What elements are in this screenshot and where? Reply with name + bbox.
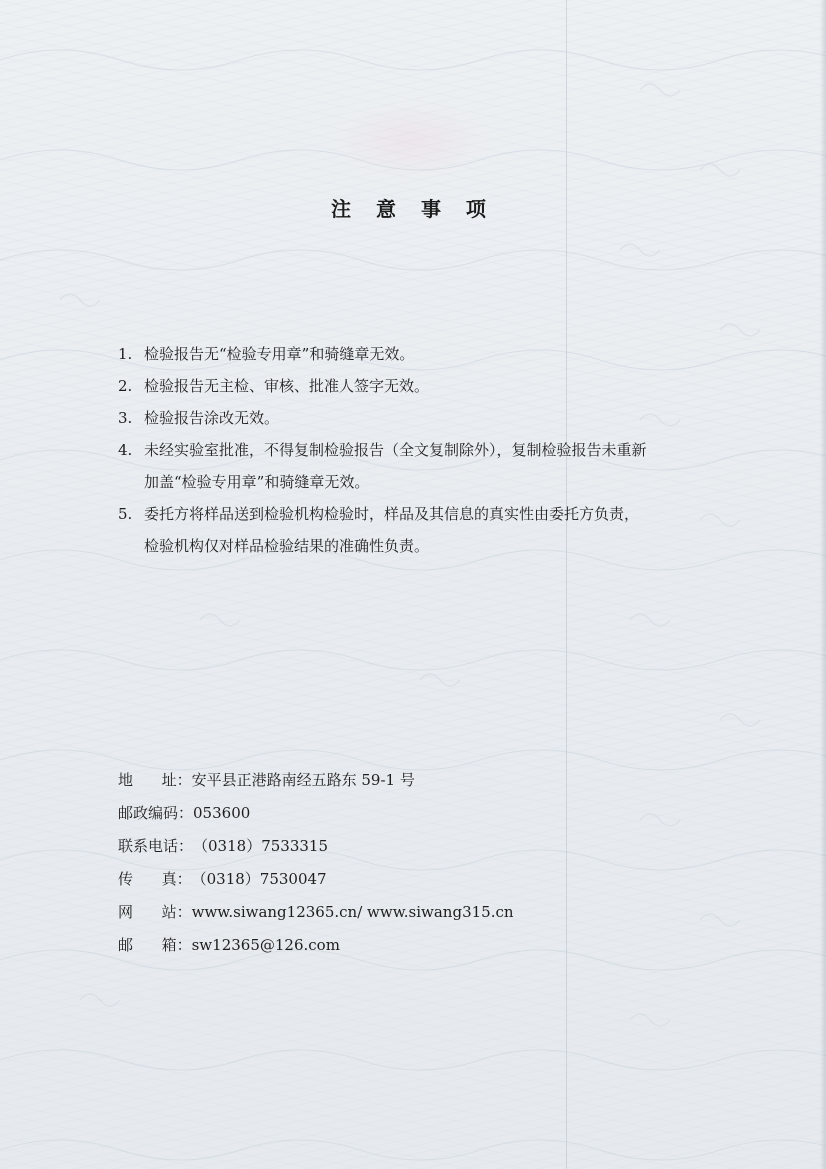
note-item — [118, 338, 718, 370]
note-text: 检验报告无主检、审核、批准人签字无效。 — [144, 377, 430, 395]
note-number: 4. — [118, 441, 133, 459]
contact-postcode — [118, 797, 718, 830]
contact-address — [118, 764, 718, 797]
contact-label: 邮政编码： — [118, 804, 194, 822]
fold-line — [566, 0, 567, 1169]
website-value: www.siwang12365.cn/ www.siwang315.cn — [191, 903, 514, 921]
postcode-value: 053600 — [193, 804, 251, 822]
note-number: 5. — [118, 505, 133, 523]
contact-label: 邮 箱： — [118, 936, 192, 954]
note-text: 未经实验室批准，不得复制检验报告（全文复制除外），复制检验报告未重新 加盖“检验专用章”和骑缝章无效。 — [144, 441, 647, 491]
contact-phone — [118, 830, 718, 863]
contact-fax — [118, 863, 718, 896]
note-number: 2. — [118, 377, 133, 395]
note-text: 委托方将样品送到检验机构检验时，样品及其信息的真实性由委托方负责， 检验机构仅对样品检验结果的准确性负责。 — [144, 505, 640, 555]
phone-value: （0318）7533315 — [193, 837, 328, 855]
page-edge-shadow — [820, 0, 826, 1169]
note-item — [118, 498, 718, 562]
faded-stamp-mark — [330, 100, 490, 180]
note-number: 3. — [118, 409, 133, 427]
note-item — [118, 402, 718, 434]
page-title: 注 意 事 项 — [331, 197, 495, 221]
note-text: 检验报告涂改无效。 — [144, 409, 280, 427]
address-value: 安平县正港路南经五路东 59-1 号 — [191, 771, 415, 789]
fax-value: （0318）7530047 — [191, 870, 327, 888]
note-item — [118, 434, 718, 498]
note-text: 检验报告无“检验专用章”和骑缝章无效。 — [144, 345, 415, 363]
email-value: sw12365@126.com — [191, 936, 340, 954]
contact-info — [118, 764, 718, 962]
contact-label: 传 真： — [118, 870, 192, 888]
contact-label: 地 址： — [118, 771, 192, 789]
contact-label: 联系电话： — [118, 837, 194, 855]
notes-list — [118, 338, 718, 562]
note-item — [118, 370, 718, 402]
note-number: 1. — [118, 345, 133, 363]
contact-label: 网 站： — [118, 903, 192, 921]
contact-email — [118, 929, 718, 962]
contact-website — [118, 896, 718, 929]
